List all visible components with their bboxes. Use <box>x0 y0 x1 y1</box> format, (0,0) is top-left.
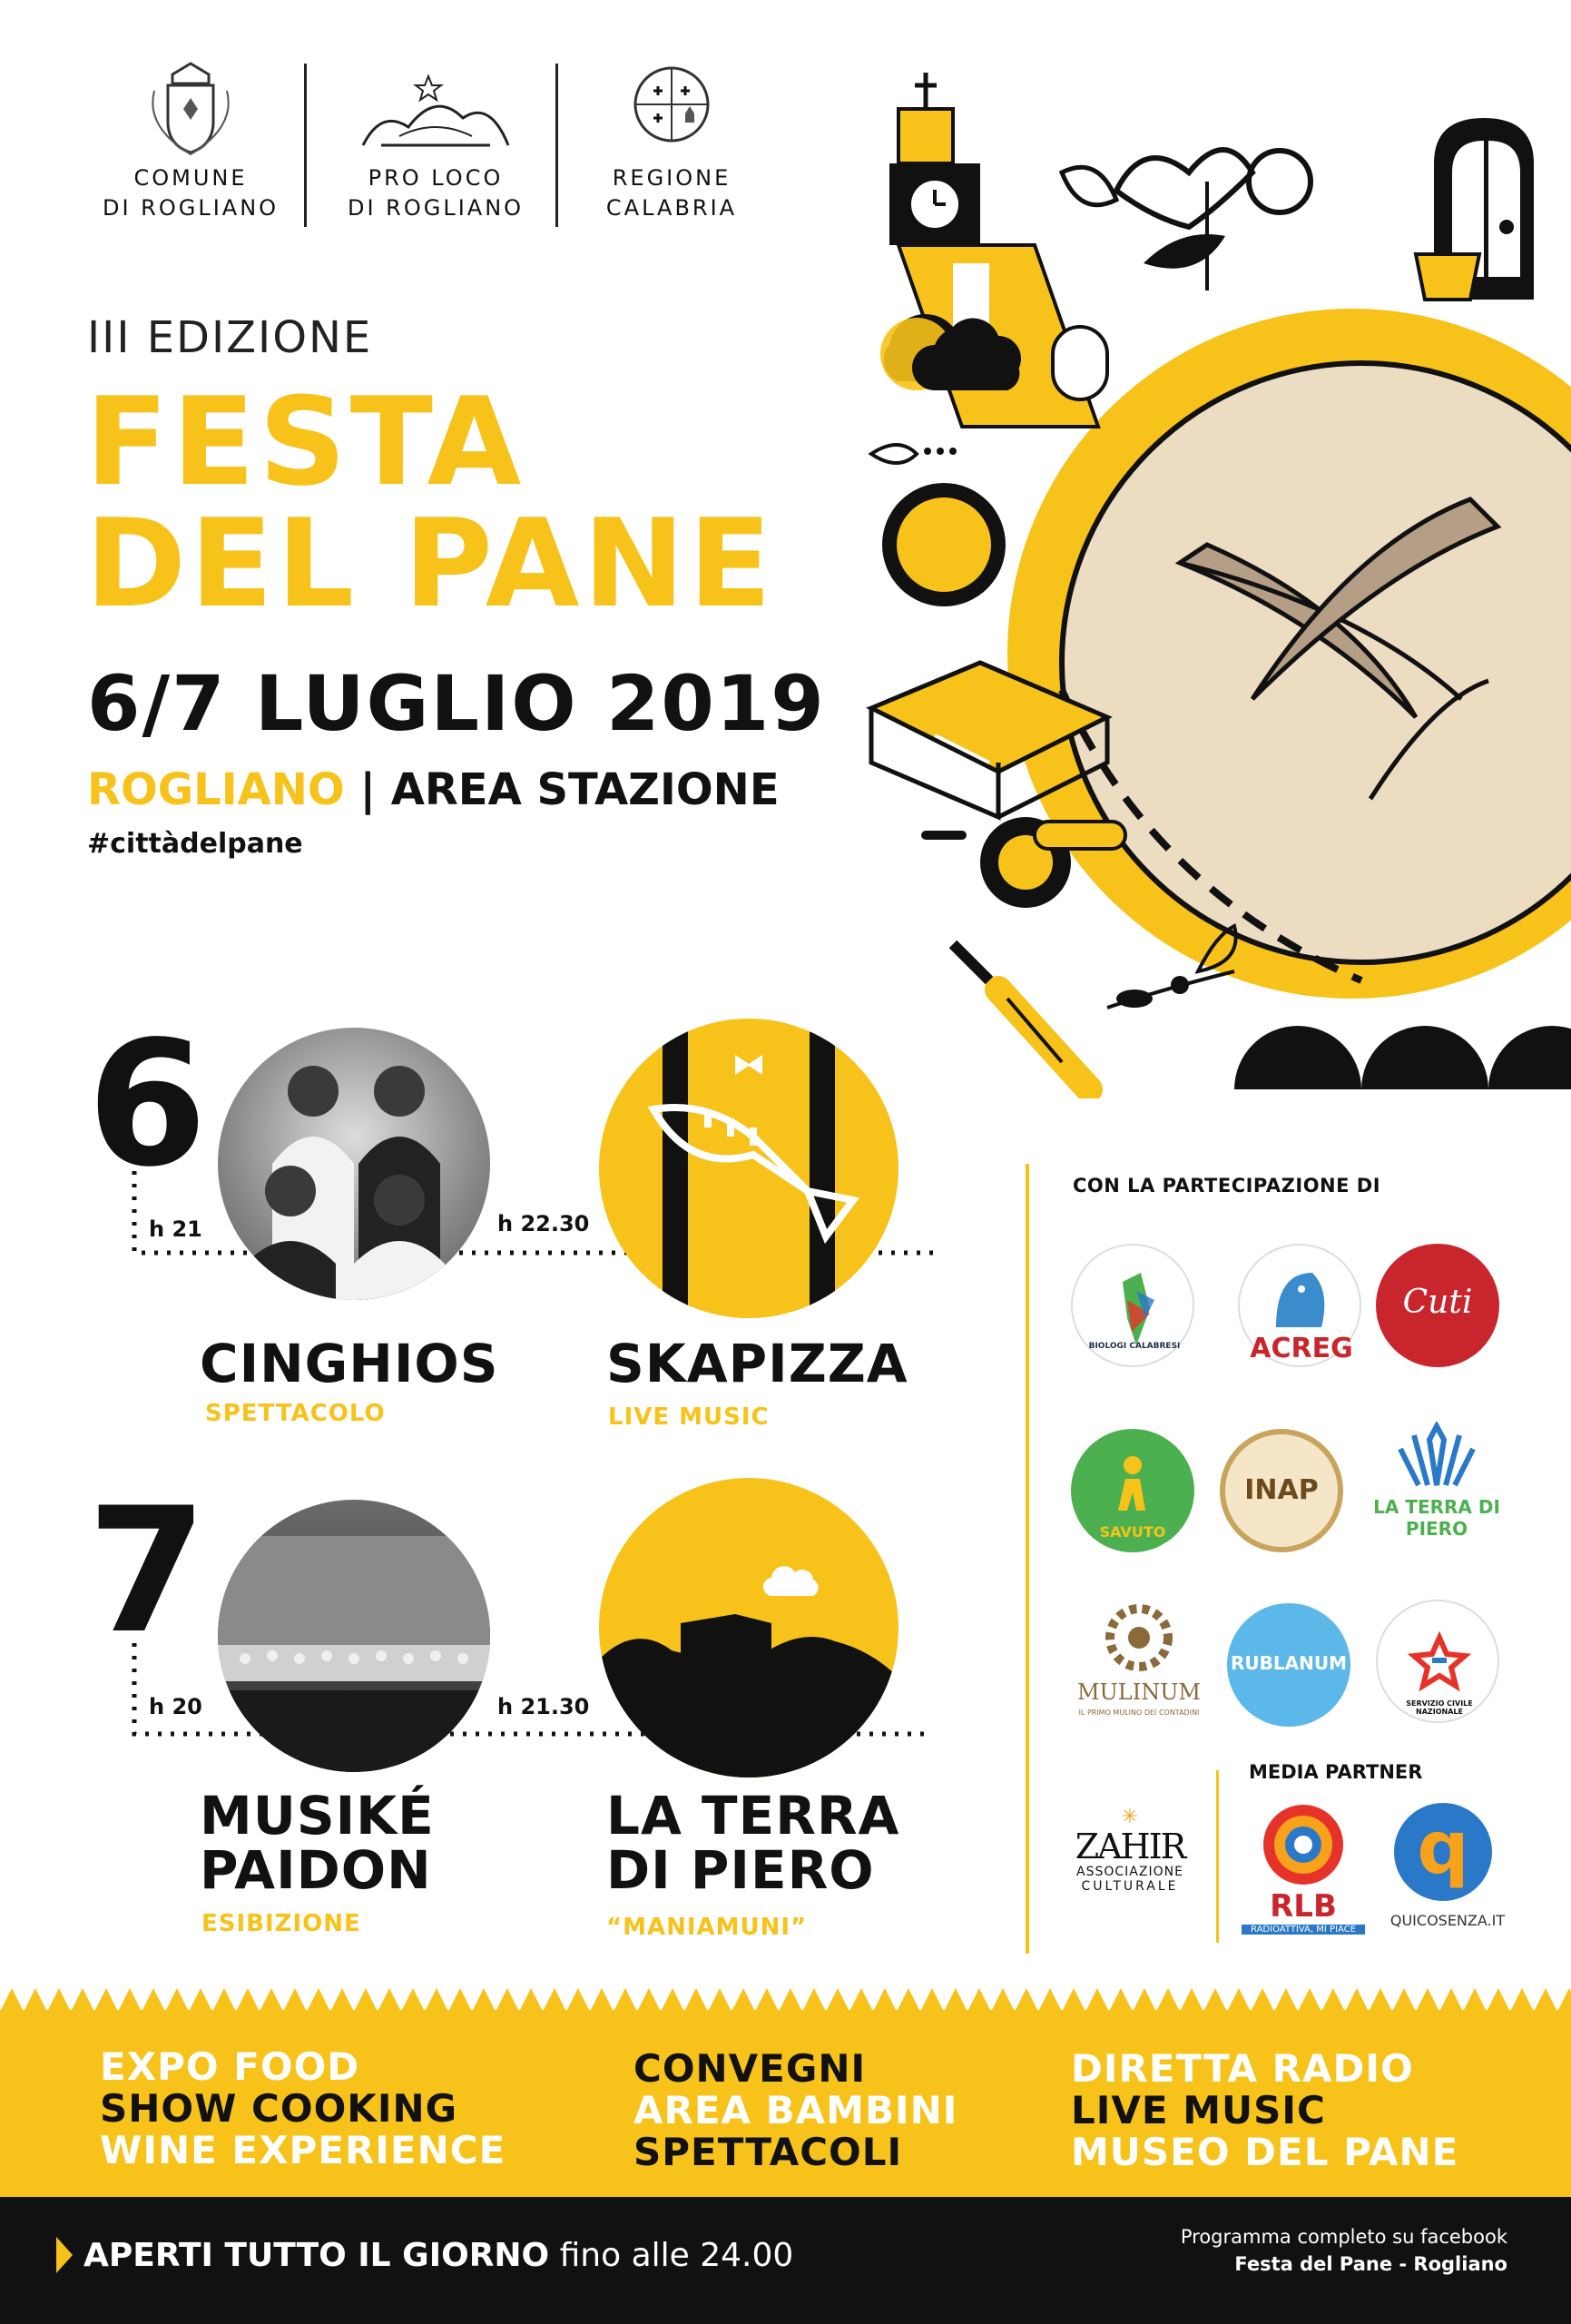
act-type-cinghios: SPETTACOLO <box>205 1400 386 1427</box>
logo-comune <box>73 54 309 236</box>
event-venue <box>87 764 780 815</box>
partner-mulinum <box>1062 1601 1216 1725</box>
media-partner-divider <box>1216 1770 1219 1943</box>
domes-icon <box>1234 1026 1571 1089</box>
illustration-skapizza <box>599 1019 898 1318</box>
media-partner-heading: MEDIA PARTNER <box>1249 1761 1423 1783</box>
feature-item: SHOW COOKING <box>100 2086 458 2131</box>
partner-label: BIOLOGI CALABRESI <box>1088 1342 1181 1351</box>
feature-item: AREA BAMBINI <box>633 2088 958 2132</box>
partner-servizio-civile <box>1376 1600 1499 1723</box>
illustration-la-terra-di-piero <box>599 1478 898 1777</box>
feature-item: EXPO FOOD <box>100 2044 360 2089</box>
hills-star-icon <box>318 54 554 163</box>
act-type-musike-paidon: ESIBIZIONE <box>201 1910 361 1937</box>
event-date: 6/7 LUGLIO 2019 <box>87 659 826 748</box>
band-photo-icon <box>218 1028 490 1300</box>
opening-hours <box>83 2237 793 2274</box>
act-name-skapizza: SKAPIZZA <box>606 1333 908 1394</box>
partner-label: INAP <box>1244 1474 1319 1506</box>
partner-inap <box>1220 1429 1343 1552</box>
act-name-musike-paidon <box>200 1785 435 1901</box>
quicosenza-q-icon: q <box>1394 1803 1492 1901</box>
quicosenza-name: QUICOSENZA.IT <box>1389 1912 1506 1929</box>
feature-item: SPETTACOLI <box>633 2130 903 2174</box>
footer-arrow-icon <box>56 2237 73 2273</box>
partner-cuti <box>1376 1244 1499 1367</box>
act-type-la-terra-di-piero: “MANIAMUNI” <box>606 1914 808 1941</box>
act-name-la-terra-di-piero <box>606 1785 900 1901</box>
time-musike-paidon: h 20 <box>149 1694 202 1719</box>
logo-regione-label: REGIONE CALABRIA <box>605 165 738 221</box>
partner-label: SAVUTO <box>1099 1523 1166 1541</box>
partners-divider <box>1026 1164 1029 1954</box>
feature-item: WINE EXPERIENCE <box>100 2128 506 2172</box>
act-type-skapizza: LIVE MUSIC <box>608 1403 770 1431</box>
rlb-name: RLB <box>1270 1888 1337 1925</box>
photo-musike-paidon <box>218 1500 490 1772</box>
mill-wheel-icon <box>1062 1601 1216 1674</box>
rlb-tagline: RADIOATTIVA, MI PIACE <box>1242 1925 1365 1935</box>
act-name-line-1: MUSIKÉ <box>200 1785 435 1846</box>
landscape-icon <box>599 1478 898 1777</box>
act-name-line-2: DI PIERO <box>606 1839 875 1901</box>
zahir-name: ZAHIR <box>1075 1827 1185 1866</box>
partner-label: LA TERRA DI PIERO <box>1373 1496 1500 1540</box>
partner-label: SERVIZIO CIVILE NAZIONALE <box>1406 1699 1473 1716</box>
partner-destinazione-savuto <box>1071 1429 1194 1552</box>
logo-regione <box>572 54 771 236</box>
logo-divider <box>555 64 558 227</box>
title-line-1: FESTA <box>85 371 525 513</box>
zahir-sub-1: ASSOCIAZIONE <box>1076 1865 1183 1879</box>
feature-item: MUSEO DEL PANE <box>1071 2130 1459 2174</box>
rlb-signal-icon <box>1242 1801 1365 1892</box>
knife-icon <box>953 944 1089 1089</box>
time-skapizza: h 22.30 <box>497 1211 590 1236</box>
opening-hours-bold: APERTI TUTTO IL GIORNO <box>83 2237 550 2274</box>
time-cinghios: h 21 <box>149 1216 202 1242</box>
photo-cinghios <box>218 1028 490 1300</box>
water-splash-icon <box>1369 1422 1505 1494</box>
footer-bar <box>0 2197 1571 2324</box>
features-band <box>0 2010 1571 2197</box>
venue-town: ROGLIANO <box>87 764 345 815</box>
partner-label: MULINUM <box>1076 1679 1202 1705</box>
hashtag: #cittàdelpane <box>87 828 303 860</box>
crest-icon <box>73 54 309 163</box>
sun-icon: ✳ <box>1121 1806 1139 1828</box>
edition-label: III EDIZIONE <box>87 312 373 363</box>
act-name-line-2: PAIDON <box>200 1839 432 1901</box>
partner-sublabel: IL PRIMO MULINO DEI CONTADINI <box>1078 1709 1200 1717</box>
venue-place: AREA STAZIONE <box>390 764 780 815</box>
title-line-2: DEL PANE <box>85 493 776 635</box>
day-number-7: 7 <box>87 1471 208 1671</box>
partner-la-terra-di-piero <box>1369 1422 1505 1545</box>
bread-illustration <box>844 54 1571 1098</box>
regione-emblem-icon <box>572 54 771 163</box>
logo-proloco-label: PRO LOCO DI ROGLIANO <box>347 165 525 221</box>
logo-divider <box>304 64 307 227</box>
day-number-6: 6 <box>87 1004 208 1205</box>
partner-rublanum <box>1227 1603 1350 1727</box>
zigzag-edge <box>0 1988 1571 2012</box>
partner-label: ACREG <box>1250 1333 1353 1364</box>
programma-note: Programma completo su facebook <box>1180 2226 1507 2248</box>
feature-item: DIRETTA RADIO <box>1071 2046 1414 2091</box>
feature-item: CONVEGNI <box>633 2046 867 2091</box>
window-icon <box>1416 118 1534 300</box>
trumpet-icon <box>599 1019 898 1318</box>
logo-comune-label: COMUNE DI ROGLIANO <box>102 165 280 221</box>
logo-proloco <box>318 54 554 236</box>
partner-label: RUBLANUM <box>1231 1652 1347 1674</box>
features-col-2 <box>633 2048 957 2173</box>
zahir-sub-2: CULTURALE <box>1081 1879 1179 1894</box>
opening-hours-rest: fino alle 24.00 <box>549 2237 794 2274</box>
time-la-terra-di-piero: h 21.30 <box>497 1694 590 1719</box>
feature-item: LIVE MUSIC <box>1071 2088 1326 2132</box>
partners-heading: CON LA PARTECIPAZIONE DI <box>1073 1175 1381 1196</box>
features-col-3 <box>1071 2048 1458 2173</box>
features-col-1 <box>100 2046 506 2171</box>
partner-rlb <box>1242 1801 1365 1937</box>
partner-acreg <box>1238 1244 1361 1367</box>
partner-quicosenza <box>1380 1803 1516 1939</box>
act-name-line-1: LA TERRA <box>606 1785 900 1846</box>
act-name-cinghios: CINGHIOS <box>200 1333 499 1394</box>
programma-page: Festa del Pane - Rogliano <box>1234 2253 1507 2275</box>
partner-zahir <box>1062 1807 1198 1925</box>
partner-biologi-calabresi <box>1071 1244 1194 1367</box>
flower-icon <box>871 445 1006 606</box>
partner-label: Cuti <box>1402 1284 1473 1321</box>
orchestra-photo-icon <box>218 1500 490 1772</box>
venue-separator: | <box>344 764 391 815</box>
braided-bread-icon <box>1062 150 1311 290</box>
